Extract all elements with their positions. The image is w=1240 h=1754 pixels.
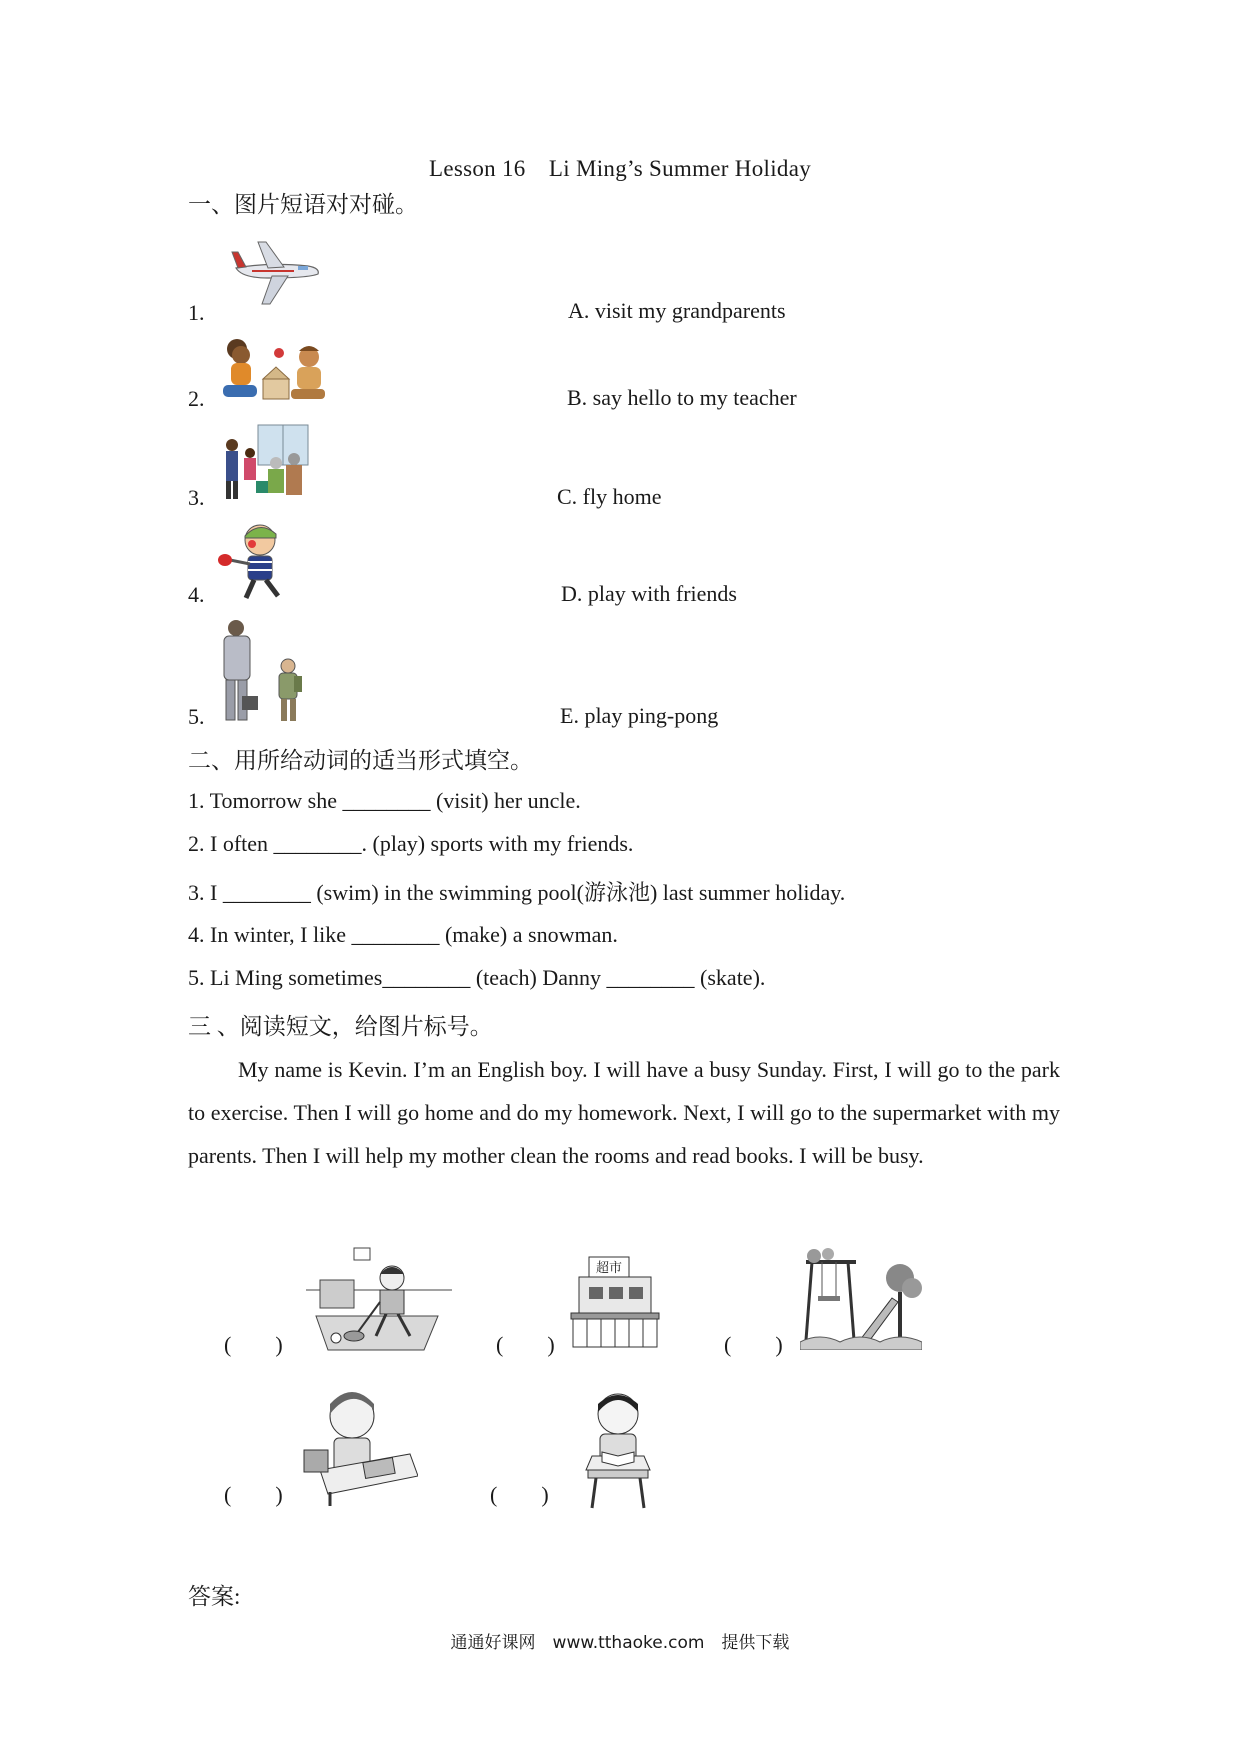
match-option-b: B. say hello to my teacher <box>567 385 797 410</box>
fill-blank-1: 1. Tomorrow she ________ (visit) her uncle. <box>188 788 581 813</box>
answer-bracket: ( ) <box>496 1332 555 1357</box>
answer-bracket: ( ) <box>224 1332 283 1357</box>
supermarket-sign-text: 超市 <box>595 1261 623 1276</box>
supermarket-icon <box>569 1253 661 1351</box>
homework-icon <box>300 1384 418 1506</box>
fill-blank-4: 4. In winter, I like ________ (make) a snowman. <box>188 922 618 947</box>
answer-label: 答案: <box>188 1584 241 1609</box>
reading-passage: My name is Kevin. I’m an English boy. I will have a busy Sunday. First, I will go to the park to exercise. Then I will go home and do my homework. Next, I will go to the supermarket with my parents. Then I will help my mother clean the rooms and read books. I will be busy. <box>188 1057 1060 1168</box>
match-option-c: C. fly home <box>557 484 662 509</box>
match-number-2: 2. <box>188 386 205 411</box>
match-number-4: 4. <box>188 582 205 607</box>
greeting-teacher-icon <box>216 618 308 726</box>
match-number-1: 1. <box>188 300 205 325</box>
fill-blank-5: 5. Li Ming sometimes________ (teach) Danny ________ (skate). <box>188 965 766 990</box>
reading-book-icon <box>578 1390 658 1510</box>
answer-bracket: ( ) <box>724 1332 783 1357</box>
visiting-family-icon <box>220 423 312 503</box>
airplane-icon <box>228 238 322 308</box>
match-option-d: D. play with friends <box>561 581 737 606</box>
answer-bracket: ( ) <box>490 1482 549 1507</box>
cleaning-room-icon <box>306 1246 452 1354</box>
fill-blank-2: 2. I often ________. (play) sports with my friends. <box>188 831 634 856</box>
match-number-3: 3. <box>188 485 205 510</box>
section3-heading: 三 、阅读短文，给图片标号。 <box>188 1014 493 1039</box>
match-option-e: E. play ping-pong <box>560 703 719 728</box>
footer-source: 通通好课网 www.tthaoke.com 提供下载 <box>450 1633 790 1653</box>
answer-bracket: ( ) <box>224 1482 283 1507</box>
children-playing-icon <box>217 333 332 408</box>
ping-pong-boy-icon <box>216 520 296 602</box>
section2-heading: 二、用所给动词的适当形式填空。 <box>188 748 533 773</box>
page-title: Lesson 16 Li Ming’s Summer Holiday <box>428 156 812 181</box>
fill-blank-3: 3. I ________ (swim) in the swimming pool(游泳池) last summer holiday. <box>188 880 846 905</box>
match-option-a: A. visit my grandparents <box>568 298 786 323</box>
section1-heading: 一、图片短语对对碰。 <box>188 192 418 217</box>
match-number-5: 5. <box>188 704 205 729</box>
park-playground-icon <box>800 1248 922 1350</box>
